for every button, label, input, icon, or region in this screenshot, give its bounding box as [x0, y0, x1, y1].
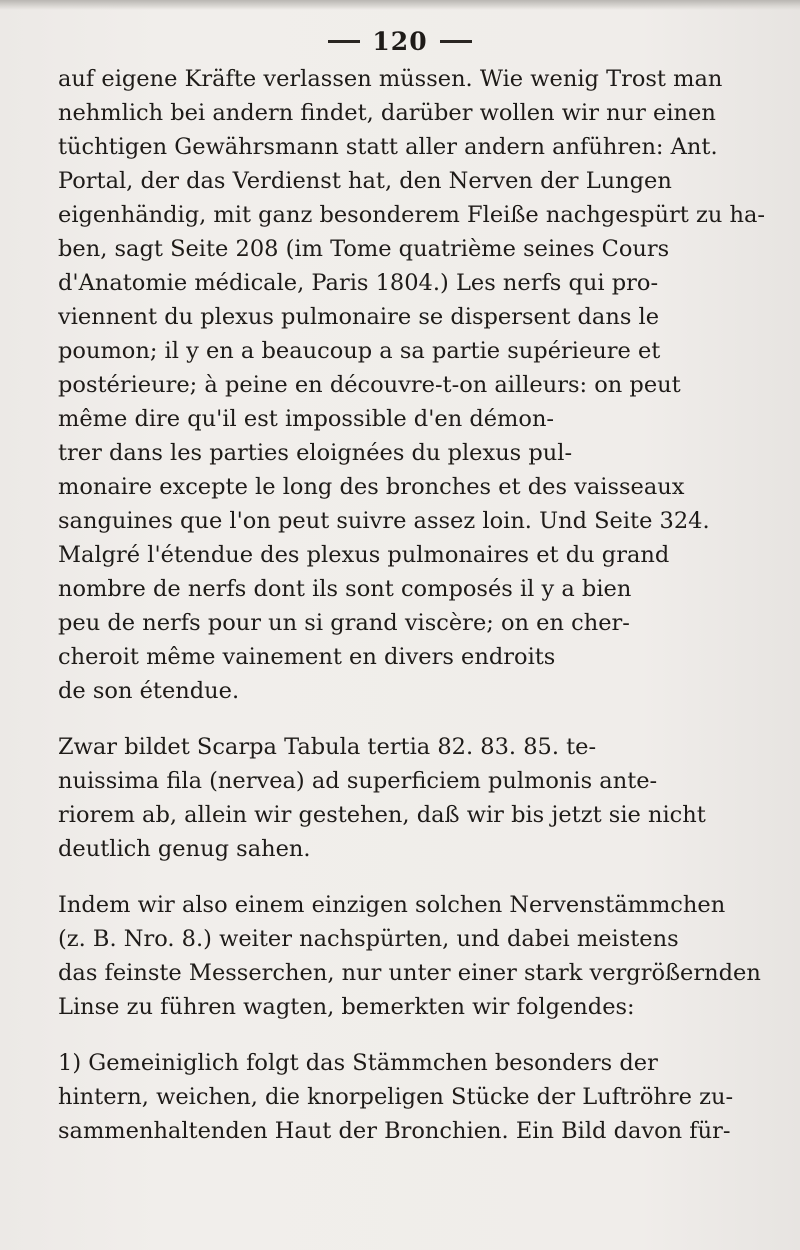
text-line: sammenhaltenden Haut der Bronchien. Ein Bild davon für-: [58, 1118, 731, 1144]
text-line: nombre de nerfs dont ils sont composés il y a bien: [58, 576, 632, 602]
text-line: riorem ab, allein wir gestehen, daß wir bis jetzt sie nicht: [58, 802, 706, 828]
text-line: poumon; il y en a beaucoup a sa partie supérieure et: [58, 338, 661, 364]
text-line: cheroit même vainement en divers endroits: [58, 644, 556, 670]
paragraph-1: [58, 62, 768, 708]
text-line: das feinste Messerchen, nur unter einer stark vergrößernden: [58, 960, 761, 986]
text-line: ben, sagt Seite 208 (im Tome quatrième seines Cours: [58, 236, 670, 262]
page-header: [0, 24, 800, 58]
text-line: d'Anatomie médicale, Paris 1804.) Les nerfs qui pro-: [58, 270, 659, 296]
text-line: peu de nerfs pour un si grand viscère; on en cher-: [58, 610, 630, 636]
text-line: hintern, weichen, die knorpeligen Stücke der Luftröhre zu-: [58, 1084, 734, 1110]
text-line: Zwar bildet Scarpa Tabula tertia 82. 83. 85. te-: [58, 734, 597, 760]
text-line: Portal, der das Verdienst hat, den Nerven der Lungen: [58, 168, 672, 194]
paragraph-2: [58, 730, 768, 866]
paragraph-4: [58, 1046, 768, 1148]
text-line: de son étendue.: [58, 678, 240, 704]
text-line: deutlich genug sahen.: [58, 836, 311, 862]
text-line: 1) Gemeiniglich folgt das Stämmchen besonders der: [58, 1050, 658, 1076]
text-line: nuissima fila (nervea) ad superficiem pulmonis ante-: [58, 768, 658, 794]
text-line: tüchtigen Gewährsmann statt aller andern anführen: Ant.: [58, 134, 718, 160]
page-top-edge: [0, 0, 800, 10]
paragraph-gap: [58, 866, 768, 888]
paragraph-3: [58, 888, 768, 1024]
text-line: (z. B. Nro. 8.) weiter nachspürten, und dabei meistens: [58, 926, 679, 952]
text-line: trer dans les parties eloignées du plexus pul-: [58, 440, 573, 466]
text-line: Malgré l'étendue des plexus pulmonaires et du grand: [58, 542, 670, 568]
text-line: postérieure; à peine en découvre-t-on ailleurs: on peut: [58, 372, 681, 398]
text-line: eigenhändig, mit ganz besonderem Fleiße nachgespürt zu ha-: [58, 202, 765, 228]
text-line: sanguines que l'on peut suivre assez loin. Und Seite 324.: [58, 508, 710, 534]
text-line: Indem wir also einem einzigen solchen Nervenstämmchen: [58, 892, 726, 918]
paragraph-gap: [58, 708, 768, 730]
text-line: viennent du plexus pulmonaire se dispersent dans le: [58, 304, 660, 330]
text-line: Linse zu führen wagten, bemerkten wir folgendes:: [58, 994, 635, 1020]
body-text: [58, 62, 768, 1148]
text-line: auf eigene Kräfte verlassen müssen. Wie wenig Trost man: [58, 66, 723, 92]
text-line: nehmlich bei andern findet, darüber wollen wir nur einen: [58, 100, 716, 126]
paragraph-gap: [58, 1024, 768, 1046]
text-line: monaire excepte le long des bronches et des vaisseaux: [58, 474, 685, 500]
header-dash-right: [440, 40, 472, 43]
page-number: 120: [372, 26, 428, 56]
header-dash-left: [328, 40, 360, 43]
text-line: même dire qu'il est impossible d'en démon-: [58, 406, 555, 432]
